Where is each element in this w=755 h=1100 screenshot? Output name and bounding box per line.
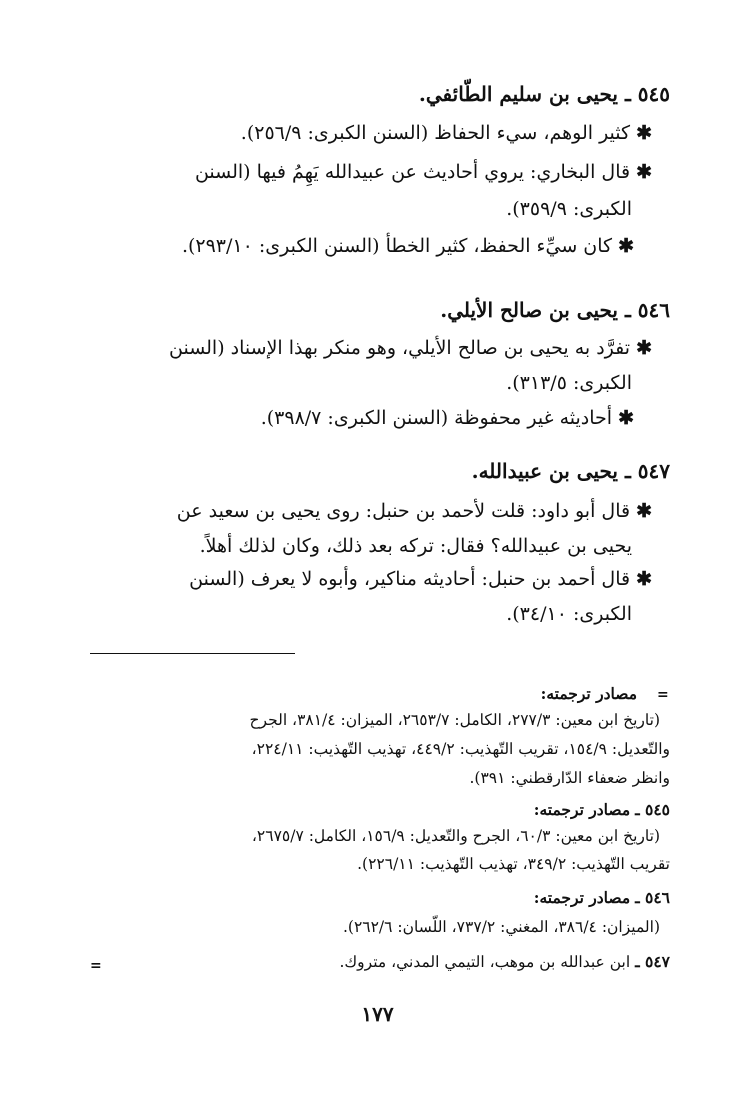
entry-line: الكبرى: ٣١٣/٥). (506, 372, 632, 394)
footnote-heading: ٥٤٥ ـ مصادر ترجمته: (533, 800, 670, 819)
entry-name: يحيى بن سليم الطّائفي. (418, 82, 618, 106)
star-icon: ✱ (636, 337, 652, 359)
entry-line: ✱قال البخاري: يروي أحاديث عن عبيدالله يَهِمُ فيها (السنن (194, 161, 652, 183)
footnote-number: ٥٤٥ ـ (635, 800, 670, 819)
entry-line: ✱قال أبو داود: قلت لأحمد بن حنبل: روى يحيى بن سعيد عن (176, 500, 652, 522)
star-icon: ✱ (636, 161, 652, 183)
continuation-marker: = (90, 958, 102, 974)
entry-heading (108, 298, 670, 322)
star-icon: ✱ (618, 407, 634, 429)
entry-line: ✱قال أحمد بن حنبل: أحاديثه مناكير، وأبوه لا يعرف (السنن (189, 568, 652, 590)
entry-number: ٥٤٥ ـ (624, 82, 670, 106)
entry-line: ✱كان سيِّء الحفظ، كثير الخطأ (السنن الكبرى: ٢٩٣/١٠). (181, 235, 634, 257)
entry-name: يحيى بن صالح الأيلي. (440, 298, 618, 322)
footnote-line: تقريب التّهذيب: ٣٤٩/٢، تهذيب التّهذيب: ٢٢٦/١١). (357, 855, 670, 873)
footnote-heading: ٥٤٦ ـ مصادر ترجمته: (533, 888, 670, 907)
footnote-number: ٥٤٧ ـ (635, 952, 670, 971)
entry-line: ✱تفرَّد به يحيى بن صالح الأيلي، وهو منكر بهذا الإسناد (السنن (169, 337, 652, 359)
entry-line: ✱كثير الوهم، سيء الحفاظ (السنن الكبرى: ٢٥٦/٩). (240, 122, 652, 144)
footnote-line: ٥٤٧ ـ ابن عبدالله بن موهب، التيمي المدني، متروك. (339, 952, 670, 971)
page-number: ١٧٧ (361, 1002, 394, 1026)
footnote-line: (تاريخ ابن معين: ٦٠/٣، الجرح والتّعديل: ١٥٦/٩، الكامل: ٢٦٧٥/٧، (251, 827, 660, 845)
star-icon: ✱ (636, 122, 652, 144)
entry-number: ٥٤٧ ـ (624, 459, 670, 483)
continuation-marker: = (657, 687, 669, 703)
entry-line: الكبرى: ٣٤/١٠). (506, 603, 632, 625)
footnote-line: وانظر ضعفاء الدّارقطني: ٣٩١). (469, 769, 670, 787)
footnote-heading: مصادر ترجمته: (540, 684, 637, 703)
entry-number: ٥٤٦ ـ (624, 298, 670, 322)
star-icon: ✱ (636, 500, 652, 522)
footnote-line: والتّعديل: ١٥٤/٩، تقريب التّهذيب: ٤٤٩/٢، تهذيب التّهذيب: ٢٢٤/١١، (251, 740, 670, 758)
footnote-divider (90, 653, 295, 654)
entry-name: يحيى بن عبيدالله. (471, 459, 618, 483)
entry-line: يحيى بن عبيدالله؟ فقال: تركه بعد ذلك، وكان لذلك أهلاً. (199, 535, 632, 557)
star-icon: ✱ (636, 568, 652, 590)
star-icon: ✱ (618, 235, 634, 257)
entry-heading (108, 459, 670, 483)
footnote-line: (تاريخ ابن معين: ٢٧٧/٣، الكامل: ٢٦٥٣/٧، الميزان: ٣٨١/٤، الجرح (249, 711, 660, 729)
entry-line: ✱أحاديثه غير محفوظة (السنن الكبرى: ٣٩٨/٧). (260, 407, 634, 429)
entry-line: الكبرى: ٣٥٩/٩). (506, 198, 632, 220)
footnote-number: ٥٤٦ ـ (635, 888, 670, 907)
footnote-line: (الميزان: ٣٨٦/٤، المغني: ٧٣٧/٢، اللّسان: ٢٦٢/٦). (342, 918, 660, 936)
entry-heading (108, 82, 670, 106)
